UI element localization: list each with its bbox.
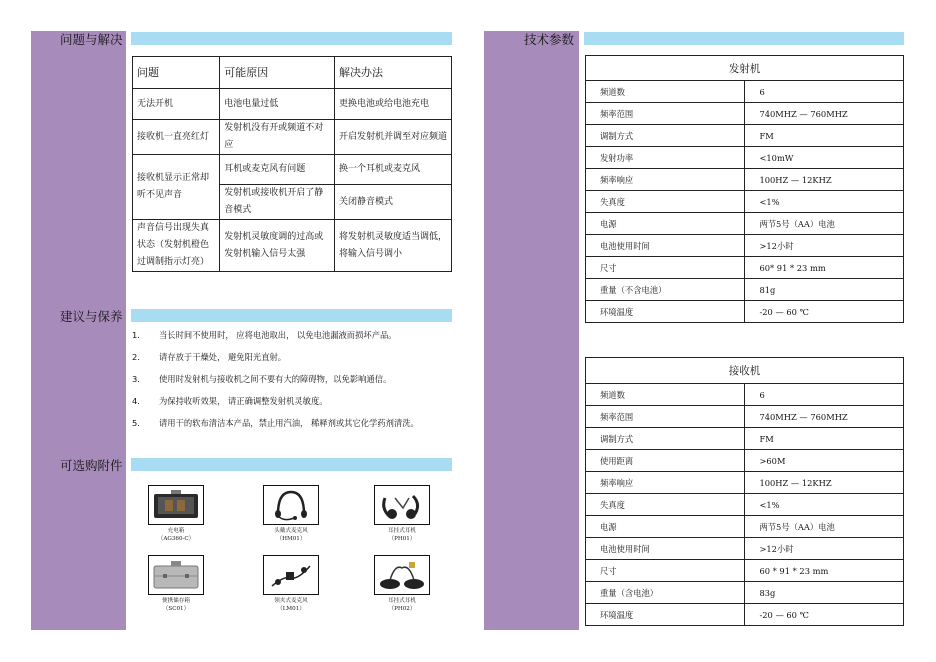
spec-label: 频率范围	[586, 103, 745, 125]
table-row	[133, 155, 452, 185]
spec-label: 失真度	[586, 494, 745, 516]
table-row	[586, 301, 904, 323]
spec-label: 环境温度	[586, 301, 745, 323]
table-row	[586, 125, 904, 147]
spec-value: -20 — 60 ℃	[745, 301, 904, 323]
problem-cell: 接收机显示正常却听不见声音	[133, 155, 220, 220]
table-row	[586, 103, 904, 125]
cause-cell: 电池电量过低	[220, 89, 335, 120]
spec-label: 电池使用时间	[586, 235, 745, 257]
earphone-icon	[374, 485, 430, 525]
table-row	[586, 213, 904, 235]
specs-section-title: 技术参数	[524, 32, 575, 47]
spec-label: 尺寸	[586, 560, 745, 582]
accessory-storage-case: 便携储存箱 （SC01）	[136, 555, 216, 613]
spec-value: <1%	[745, 494, 904, 516]
spec-label: 环境温度	[586, 604, 745, 626]
transmitter-caption: 发射机	[586, 56, 904, 81]
solution-cell: 开启发射机并调至对应频道	[334, 120, 451, 155]
lapel-mic-icon	[263, 555, 319, 595]
spec-value: 740MHZ — 760MHZ	[745, 406, 904, 428]
cause-cell: 发射机或接收机开启了静音模式	[220, 185, 335, 220]
spec-label: 频率响应	[586, 472, 745, 494]
table-row	[586, 279, 904, 301]
problem-cell: 无法开机	[133, 89, 220, 120]
receiver-spec-table	[585, 357, 904, 626]
table-row	[133, 120, 452, 155]
spec-value: >12小时	[745, 538, 904, 560]
advice-section-title: 建议与保养	[60, 309, 123, 324]
cause-cell: 发射机没有开或频道不对应	[220, 120, 335, 155]
problems-table	[132, 56, 452, 272]
table-row	[586, 428, 904, 450]
right-side-band	[484, 31, 579, 630]
accessory-charging-case: 充电箱 （AG360-C）	[136, 485, 216, 543]
spec-value: >60M	[745, 450, 904, 472]
spec-value: >12小时	[745, 235, 904, 257]
spec-label: 调制方式	[586, 125, 745, 147]
problems-section-title: 问题与解决	[60, 32, 123, 47]
storage-case-icon	[148, 555, 204, 595]
spec-value: FM	[745, 428, 904, 450]
table-row	[586, 257, 904, 279]
solution-cell: 关闭静音模式	[334, 185, 451, 220]
table-row	[586, 169, 904, 191]
table-row	[586, 582, 904, 604]
spec-value: 81g	[745, 279, 904, 301]
table-row	[586, 81, 904, 103]
list-item: 2. 请存放于干燥处， 避免阳光直射。	[132, 352, 287, 362]
charging-case-icon	[148, 485, 204, 525]
table-header-row	[133, 57, 452, 89]
spec-value: 100HZ — 12KHZ	[745, 169, 904, 191]
spec-value: 6	[745, 81, 904, 103]
accessory-earphone: 耳挂式耳机 （PH01）	[362, 485, 442, 543]
header-cause: 可能原因	[220, 57, 335, 89]
accessory-lapel-mic: 领夹式麦克风 （LM01）	[251, 555, 331, 613]
spec-value: 6	[745, 384, 904, 406]
table-row	[586, 147, 904, 169]
list-item: 3. 使用时发射机与接收机之间不要有大的障碍物，以免影响通信。	[132, 374, 392, 384]
spec-label: 频道数	[586, 384, 745, 406]
spec-value: 两节5号（AA）电池	[745, 516, 904, 538]
left-side-band	[31, 31, 126, 630]
advice-section-bar	[131, 309, 452, 322]
spec-value: <10mW	[745, 147, 904, 169]
accessories-section-title: 可选购附件	[60, 458, 123, 473]
spec-label: 重量（不含电池）	[586, 279, 745, 301]
table-row	[133, 89, 452, 120]
spec-label: 重量（含电池）	[586, 582, 745, 604]
spec-label: 电池使用时间	[586, 538, 745, 560]
spec-label: 尺寸	[586, 257, 745, 279]
table-row	[133, 220, 452, 272]
problem-cell: 声音信号出现失真状态（发射机橙色过调制指示灯亮）	[133, 220, 220, 272]
table-row	[586, 450, 904, 472]
spec-value: 740MHZ — 760MHZ	[745, 103, 904, 125]
list-item: 5. 请用干的软布清洁本产品，禁止用汽油， 稀释剂或其它化学药剂清洗。	[132, 418, 419, 428]
accessory-headset-mic: 头戴式麦克风 （HM01）	[251, 485, 331, 543]
cause-cell: 耳机或麦克风有问题	[220, 155, 335, 185]
earphone-2-icon	[374, 555, 430, 595]
problems-section-bar	[131, 32, 452, 45]
spec-label: 频率响应	[586, 169, 745, 191]
spec-value: -20 — 60 ℃	[745, 604, 904, 626]
receiver-caption: 接收机	[586, 358, 904, 384]
spec-label: 电源	[586, 213, 745, 235]
spec-label: 发射功率	[586, 147, 745, 169]
cause-cell: 发射机灵敏度调的过高或发射机输入信号太强	[220, 220, 335, 272]
accessories-section-bar	[131, 458, 452, 471]
specs-section-bar	[584, 32, 904, 45]
spec-label: 电源	[586, 516, 745, 538]
problem-cell: 接收机一直亮红灯	[133, 120, 220, 155]
spec-value: <1%	[745, 191, 904, 213]
table-row	[586, 604, 904, 626]
spec-value: 83g	[745, 582, 904, 604]
spec-label: 频道数	[586, 81, 745, 103]
table-row	[586, 538, 904, 560]
table-row	[586, 235, 904, 257]
table-row	[586, 560, 904, 582]
table-row	[586, 384, 904, 406]
list-item: 1. 当长时间不使用时， 应将电池取出， 以免电池漏液而损坏产品。	[132, 330, 397, 340]
transmitter-spec-table	[585, 55, 904, 323]
spec-label: 调制方式	[586, 428, 745, 450]
table-row	[586, 406, 904, 428]
spec-label: 失真度	[586, 191, 745, 213]
header-solution: 解决办法	[334, 57, 451, 89]
spec-label: 使用距离	[586, 450, 745, 472]
spec-value: 60 * 91 * 23 mm	[745, 560, 904, 582]
spec-label: 频率范围	[586, 406, 745, 428]
spec-value: 两节5号（AA）电池	[745, 213, 904, 235]
solution-cell: 将发射机灵敏度适当调低，将输入信号调小	[334, 220, 451, 272]
table-row	[586, 191, 904, 213]
spec-value: 60* 91 * 23 mm	[745, 257, 904, 279]
solution-cell: 更换电池或给电池充电	[334, 89, 451, 120]
spec-value: 100HZ — 12KHZ	[745, 472, 904, 494]
header-problem: 问题	[133, 57, 220, 89]
table-row	[586, 494, 904, 516]
accessory-earphone-2: 耳挂式耳机 （PH02）	[362, 555, 442, 613]
table-row	[586, 472, 904, 494]
spec-value: FM	[745, 125, 904, 147]
table-row	[586, 516, 904, 538]
advice-list	[132, 324, 452, 434]
headset-mic-icon	[263, 485, 319, 525]
solution-cell: 换一个耳机或麦克风	[334, 155, 451, 185]
list-item: 4. 为保持收听效果， 请正确调整发射机灵敏度。	[132, 396, 328, 406]
